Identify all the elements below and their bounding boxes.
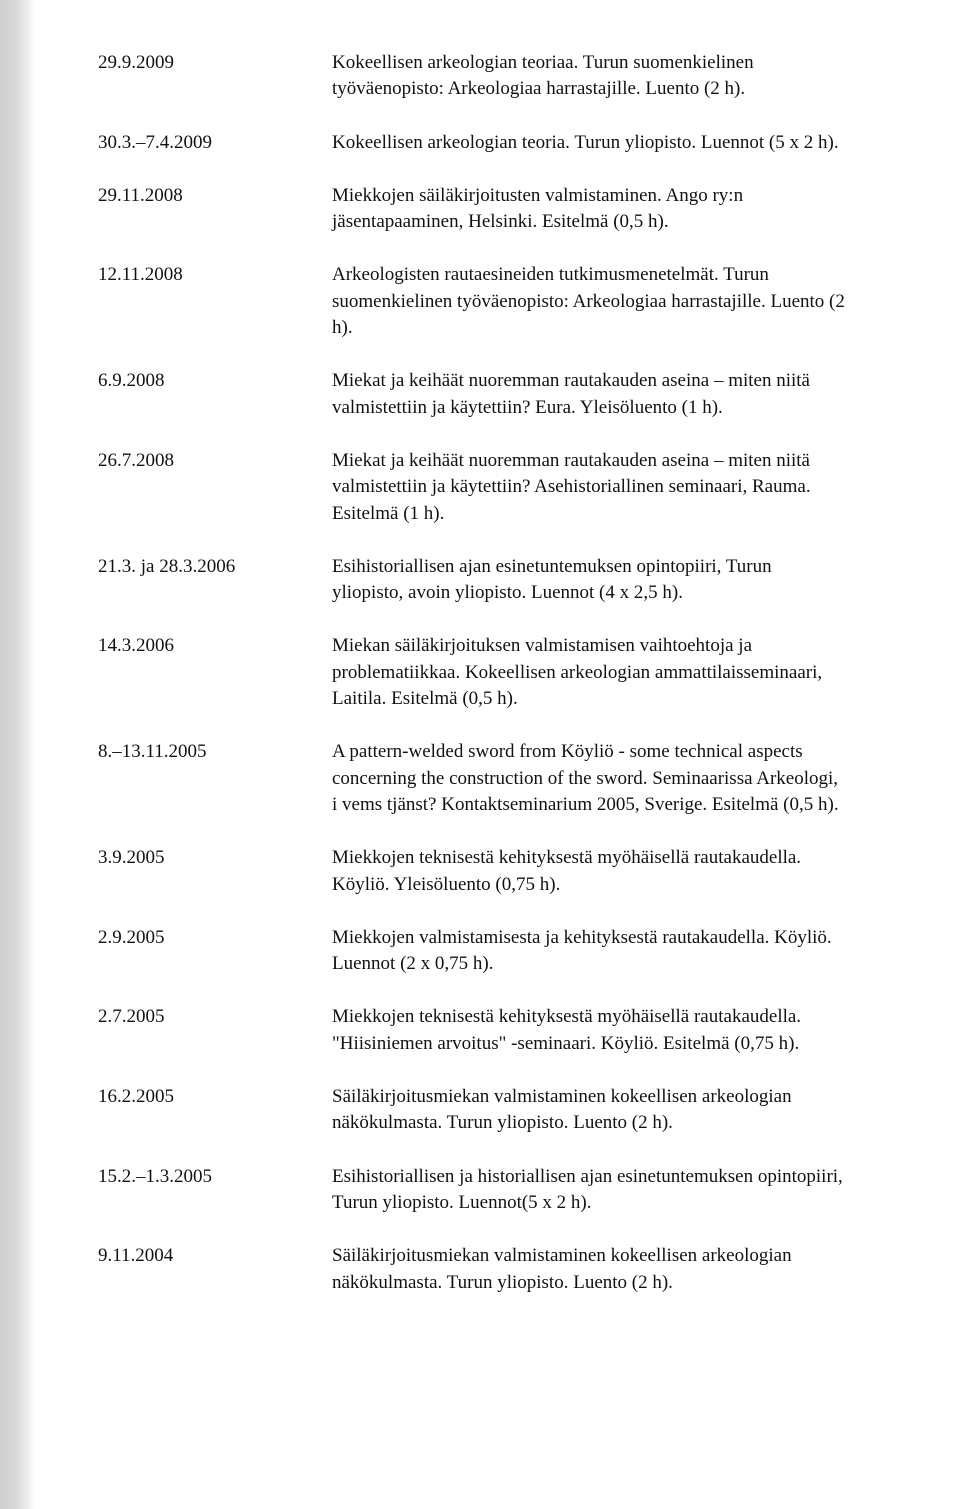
list-item bbox=[98, 739, 960, 818]
entry-date: 14.3.2006 bbox=[98, 635, 174, 657]
entry-date: 9.11.2004 bbox=[98, 1245, 174, 1267]
entry-description: Miekkojen teknisestä kehityksestä myöhäisellä rautakaudella. Köyliö. Yleisöluento (0,75 h). bbox=[332, 847, 802, 895]
list-item bbox=[98, 368, 960, 421]
entry-date: 8.–13.11.2005 bbox=[98, 741, 207, 763]
entry-date: 3.9.2005 bbox=[98, 847, 165, 869]
entry-description: Arkeologisten rautaesineiden tutkimusmenetelmät. Turun suomenkielinen työväenopisto: Arkeologiaa harrastajille. Luento (2 h). bbox=[332, 264, 845, 339]
list-item bbox=[98, 633, 960, 712]
list-item bbox=[98, 1084, 960, 1137]
list-item bbox=[98, 554, 960, 607]
entry-description: Miekan säiläkirjoituksen valmistamisen vaihtoehtoja ja problematiikkaa. Kokeellisen arkeologian ammattilaisseminaari, Laitila. Esitelmä (0,5 h). bbox=[332, 635, 823, 710]
entry-date: 15.2.–1.3.2005 bbox=[98, 1165, 212, 1187]
list-item bbox=[98, 50, 960, 103]
list-item bbox=[98, 845, 960, 898]
entry-date: 16.2.2005 bbox=[98, 1086, 174, 1108]
list-item bbox=[98, 130, 960, 156]
entry-description: Miekkojen teknisestä kehityksestä myöhäisellä rautakaudella. "Hiisiniemen arvoitus" -seminaari. Köyliö. Esitelmä (0,75 h). bbox=[332, 1006, 802, 1054]
entry-description: Miekat ja keihäät nuoremman rautakauden aseina – miten niitä valmistettiin ja käytettiin? Eura. Yleisöluento (1 h). bbox=[332, 370, 810, 418]
entry-date: 30.3.–7.4.2009 bbox=[98, 131, 212, 153]
list-item bbox=[98, 1004, 960, 1057]
entry-description: Kokeellisen arkeologian teoria. Turun yliopisto. Luennot (5 x 2 h). bbox=[332, 131, 839, 153]
entry-date: 29.11.2008 bbox=[98, 184, 183, 206]
entry-date: 29.9.2009 bbox=[98, 52, 174, 73]
entry-description: Miekkojen säiläkirjoitusten valmistaminen. Ango ry:n jäsentapaaminen, Helsinki. Esitelmä (0,5 h). bbox=[332, 184, 744, 233]
list-item bbox=[98, 1164, 960, 1217]
lecture-list bbox=[98, 50, 960, 1296]
entry-date: 12.11.2008 bbox=[98, 264, 183, 286]
entry-description: Säiläkirjoitusmiekan valmistaminen kokeellisen arkeologian näkökulmasta. Turun yliopisto. Luento (2 h). bbox=[332, 1245, 792, 1293]
list-item bbox=[98, 183, 960, 236]
list-item bbox=[98, 262, 960, 341]
entry-description: Esihistoriallisen ajan esinetuntemuksen opintopiiri, Turun yliopisto, avoin yliopisto. Luennot (4 x 2,5 h). bbox=[332, 555, 772, 604]
entry-date: 2.9.2005 bbox=[98, 926, 165, 948]
list-item bbox=[98, 1243, 960, 1296]
entry-description: Kokeellisen arkeologian teoriaa. Turun suomenkielinen työväenopisto: Arkeologiaa harrastajille. Luento (2 h). bbox=[332, 52, 754, 100]
list-item bbox=[98, 448, 960, 527]
entry-description: A pattern-welded sword from Köyliö - some technical aspects concerning the construction of the sword. Seminaarissa Arkeologi, i vems tjänst? Kontaktseminarium 2005, Sverige. Esitelmä (0,5 h). bbox=[332, 741, 839, 815]
entry-description: Säiläkirjoitusmiekan valmistaminen kokeellisen arkeologian näkökulmasta. Turun yliopisto. Luento (2 h). bbox=[332, 1086, 792, 1134]
entry-date: 21.3. ja 28.3.2006 bbox=[98, 555, 236, 577]
page-edge-shade bbox=[0, 0, 34, 1509]
list-item bbox=[98, 925, 960, 978]
entry-date: 26.7.2008 bbox=[98, 449, 174, 471]
entry-date: 2.7.2005 bbox=[98, 1006, 165, 1028]
entry-date: 6.9.2008 bbox=[98, 370, 165, 392]
entry-description: Miekkojen valmistamisesta ja kehityksestä rautakaudella. Köyliö. Luennot (2 x 0,75 h). bbox=[332, 926, 832, 975]
entry-description: Esihistoriallisen ja historiallisen ajan esinetuntemuksen opintopiiri, Turun yliopisto. Luennot(5 x 2 h). bbox=[332, 1165, 843, 1213]
entry-description: Miekat ja keihäät nuoremman rautakauden aseina – miten niitä valmistettiin ja käytettiin? Asehistoriallinen seminaari, Rauma. Esitelmä (1 h). bbox=[332, 449, 811, 524]
